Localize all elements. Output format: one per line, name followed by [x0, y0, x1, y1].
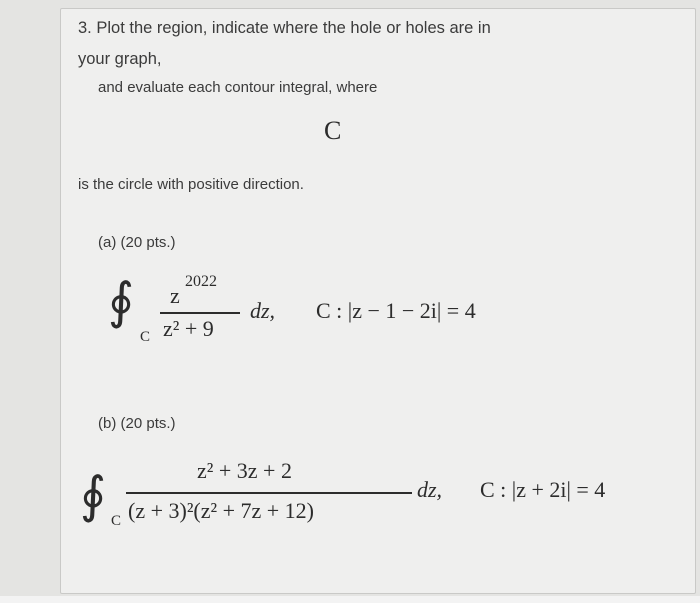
- fraction-bar: [160, 312, 240, 314]
- fraction-bar: [126, 492, 412, 494]
- differential: dz,: [250, 298, 276, 323]
- numerator-exponent: 2022: [185, 273, 217, 290]
- numerator-base: z: [170, 283, 180, 308]
- problem-title-line2: your graph,: [78, 50, 162, 68]
- part-b-label: (b) (20 pts.): [98, 415, 176, 432]
- curve-description: is the circle with positive direction.: [78, 176, 304, 193]
- integral-subscript: C: [111, 513, 122, 529]
- contour-definition: C : |z − 1 − 2i| = 4: [316, 298, 476, 323]
- contour-definition: C : |z + 2i| = 4: [480, 477, 606, 502]
- bottom-strip: [0, 596, 700, 603]
- denominator: z² + 9: [163, 316, 214, 341]
- denominator: (z + 3)²(z² + 7z + 12): [128, 498, 315, 523]
- curve-symbol: C: [324, 116, 342, 145]
- contour-integral-icon: ∮: [108, 273, 135, 329]
- numerator: z² + 3z + 2: [197, 458, 292, 483]
- integral-subscript: C: [140, 329, 151, 345]
- part-a-label: (a) (20 pts.): [98, 234, 176, 251]
- problem-title-line1: 3. Plot the region, indicate where the hole or holes are in: [78, 19, 491, 37]
- contour-integral-icon: ∮: [80, 467, 107, 523]
- differential: dz,: [417, 477, 443, 502]
- problem-instruction: and evaluate each contour integral, where: [98, 79, 378, 96]
